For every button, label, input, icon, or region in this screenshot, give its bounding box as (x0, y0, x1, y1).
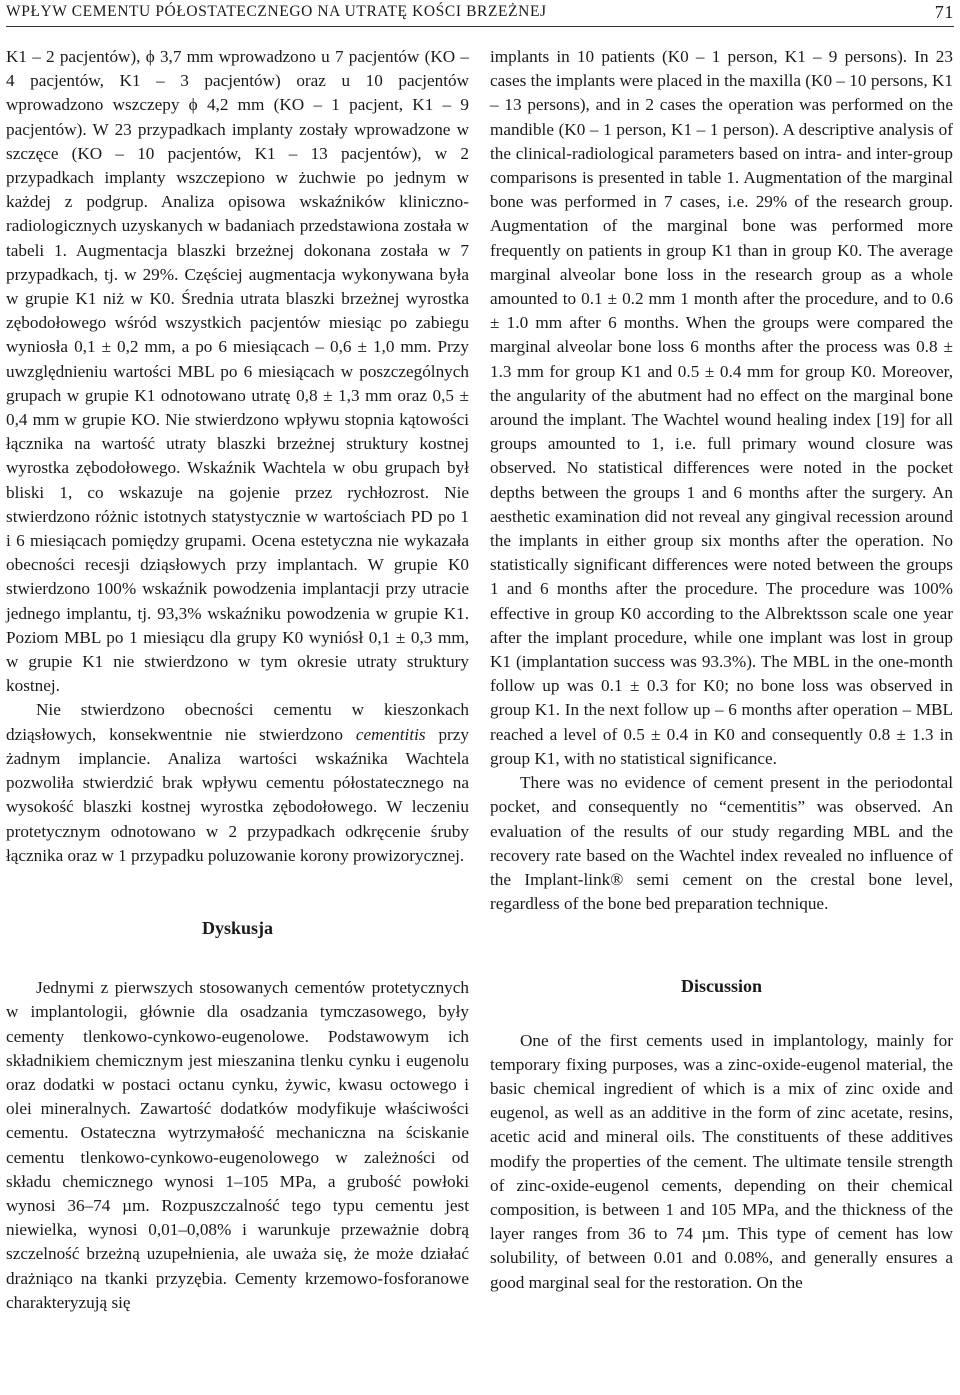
cement-text-part1: Nie stwierdzono obecności cementu w kieszonkach dziąsłowych, konsekwentnie nie stwierdzono (6, 700, 469, 744)
cement-paragraph-pl (6, 698, 469, 867)
page-number: 71 (934, 2, 954, 22)
discussion-paragraph-pl: Jednymi z pierwszych stosowanych cementów protetycznych w implantologii, głównie dla osadzania tymczasowego, były cementy tlenkowo-cynkowo-eugenolowe. Podstawowym ich składnikiem chemicznym jest mieszanina tlenku cynku i eugenolu oraz dodatki w postaci octanu cynku, żywic, kwasu octowego i olei mineralnych. Zawartość dodatków modyfikuje właściwości cementu. Ostateczna wytrzymałość mechaniczna na ściskanie cementu tlenkowo-cynkowo-eugenolowego w zależności od składu chemicznego wynosi 1–105 MPa, a grubość powłoki wynosi 36–74 µm. Rozpuszczalność tego typu cementu jest niewielka, wynosi 0,01–0,08% i warunkuje przeważnie dobrą szczelność brzeżną uzupełnienia, ale uważa się, że może działać drażniąco na tkanki przyzębia. Cementy krzemowo-fosforanowe charakteryzują się (6, 978, 469, 1312)
page-header (6, 2, 954, 27)
discussion-paragraph-en: One of the first cements used in implantology, mainly for temporary fixing purposes, was a zinc-oxide-eugenol material, the basic chemical ingredient of which is a mix of zinc oxide and eugenol, as well as an additive in the form of zinc acetate, resins, acetic acid and mineral oils. The constituents of these additives modify the properties of the cement. The ultimate tensile strength of zinc-oxide-eugenol cements, depending on their chemical composition, is between 1 and 105 MPa, and the thickness of the layer ranges from 36 to 74 µm. This type of cement has low solubility, of between 0.01 and 0.08%, and generally ensures a good marginal seal for the restoration. On the (490, 1030, 953, 1292)
cementitis-term: cementitis (355, 724, 426, 744)
section-heading-discussion: Discussion (680, 976, 763, 997)
cement-text-part2: przy żadnym implancie. Analiza wartości wskaźnika Wachtela pozwoliła stwierdzić brak wpływu cementu półostatecznego na wysokość blaszki kostnej wyrostka zębodołowego. W leczeniu protetycznym odnotowano w 2 przypadkach odkręcenie śruby łącznika oraz w 1 przypadku poluzowanie korony prowizorycznej. (6, 724, 469, 865)
results-paragraph-pl: K1 – 2 pacjentów), ϕ 3,7 mm wprowadzono u 7 pacjentów (KO – 4 pacjentów, K1 – 3 pacjentów) oraz u 10 pacjentów wprowadzono wszczepy ϕ 4,2 mm (KO – 1 pacjent, K1 – 9 pacjentów). W 23 przypadkach implanty zostały wprowadzone w szczęce (KO – 10 pacjentów, K1 – 13 pacjentów), w 2 przypadkach implanty wszczepiono w żuchwie po jednym w każdej z podgrup. Analiza opisowa wskaźników kliniczno-radiologicznych uzyskanych w badaniach przedstawiona została w tabeli 1. Augmentacja blaszki brzeżnej dokonana została w 7 przypadkach, tj. w 29%. Częściej augmentacja wykonywana była w grupie K1 niż w K0. Średnia utrata blaszki brzeżnej wyrostka zębodołowego wśród wszystkich pacjentów miesiąc po zabiegu wyniosła 0,1 ± 0,2 mm, a po 6 miesiącach – 0,6 ± 1,0 mm. Przy uwzględnieniu wartości MBL po 6 miesiącach w poszczególnych grupach w grupie K1 odnotowano utratę 0,8 ± 1,3 mm oraz 0,5 ± 0,4 mm w grupie KO. Nie stwierdzono wpływu stopnia kątowości łącznika na wartość utraty blaszki brzeżnej struktury kostnej wyrostka zębodołowego. Wskaźnik Wachtela w obu grupach był bliski 1, co wskazuje na gojenie przez rychłozrost. Nie stwierdzono różnic istotnych statystycznie w wartościach PD po 1 i 6 miesiącach pomiędzy grupami. Ocena estetyczna nie wykazała obecności recesji dziąsłowych przy implantach. W grupie K0 stwierdzono 100% wskaźnik powodzenia implantacji przy utracie jednego implantu, tj. 93,3% wskaźniku powodzenia w grupie K1. Poziom MBL po 1 miesiącu dla grupy K0 wyniósł 0,1 ± 0,3 mm, w grupie K1 nie stwierdzono w tym okresie utraty struktury kostnej. (6, 47, 469, 696)
right-column-english (490, 45, 953, 1295)
section-heading-dyskusja: Dyskusja (201, 917, 274, 938)
running-title: WPŁYW CEMENTU PÓŁOSTATECZNEGO NA UTRATĘ KOŚCI BRZEŻNEJ (6, 3, 547, 20)
left-column-polish (6, 45, 469, 1315)
results-paragraph-en: implants in 10 patients (K0 – 1 person, K1 – 9 persons). In 23 cases the implants were placed in the maxilla (K0 – 10 persons, K1 – 13 persons), and in 2 cases the operation was performed on the mandible (K0 – 1 person, K1 – 1 person). A descriptive analysis of the clinical-radiological parameters based on intra- and inter-group comparisons is presented in table 1. Augmentation of the marginal bone was performed in 7 cases, i.e. 29% of the research group. Augmentation of the marginal bone was performed more frequently on patients in group K1 than in group K0. The average marginal alveolar bone loss in the research group as a whole amounted to 0.1 ± 0.2 mm 1 month after the procedure, and to 0.6 ± 1.0 mm after 6 months. When the groups were compared the marginal alveolar bone loss 6 months after the process was 0.8 ± 1.3 mm for group K1 and 0.5 ± 0.4 mm for group K0. Moreover, the angularity of the abutment had no effect on the marginal bone around the implant. The Wachtel wound healing index [19] for all groups amounted to 1, i.e. full primary wound closure was observed. No statistical differences were noted in the pocket depths between the groups 1 and 6 months after the surgery. An aesthetic examination did not reveal any gingival recession around the implants in either group six months after the operation. No statistically significant differences were noted between the groups 1 and 6 months after the procedure. The procedure was 100% effective in group K0 according to the Albrektsson scale one year after the implant procedure, while one implant was lost in group K1 (implantation success was 93.3%). The MBL in the one-month follow up was 0.1 ± 0.3 for K0; no bone loss was observed in group K1. In the next follow up – 6 months after operation – MBL reached a level of 0.5 ± 0.4 in K0 and consequently 0.8 ± 1.3 in group K1, with no statistical significance. (490, 47, 953, 768)
cement-paragraph-en: There was no evidence of cement present in the periodontal pocket, and consequently no “cementitis” was observed. An evaluation of the results of our study regarding MBL and the recovery rate based on the Wachtel index revealed no influence of the Implant-link® semi cement on the crestal bone level, regardless of the bone bed preparation technique. (490, 773, 953, 914)
